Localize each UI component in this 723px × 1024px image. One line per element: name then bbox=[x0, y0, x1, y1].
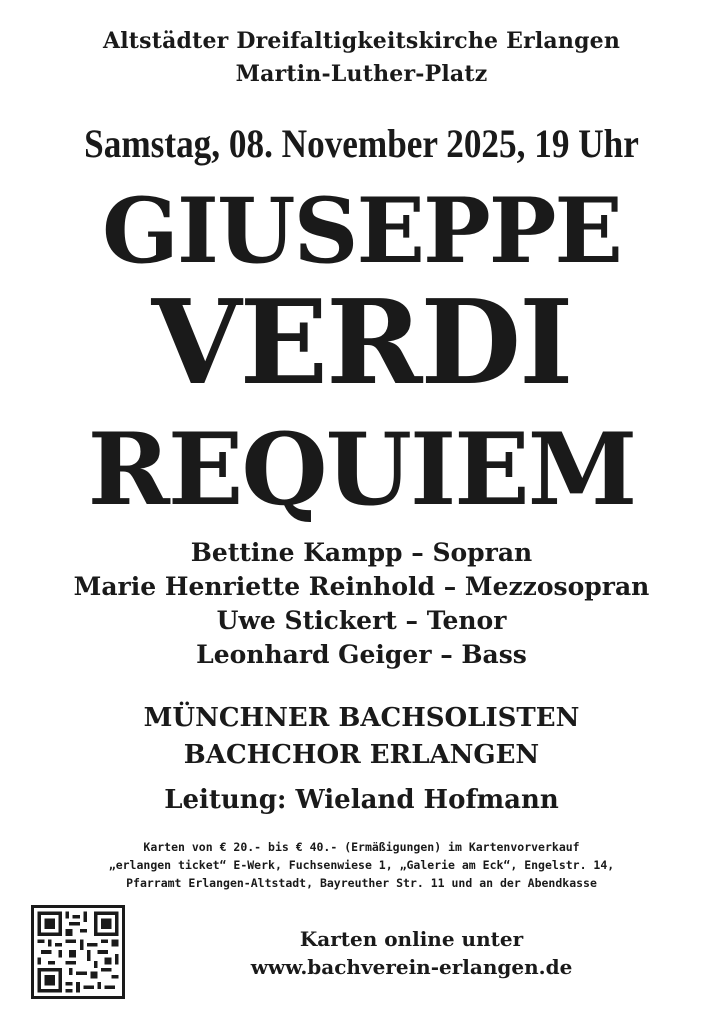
online-tickets-url[interactable]: www.bachverein-erlangen.de bbox=[250, 955, 573, 979]
soloist-tenor: Uwe Stickert – Tenor bbox=[216, 606, 507, 635]
title-composer-first: GIUSEPPE bbox=[102, 178, 621, 284]
ensemble-choir: BACHCHOR ERLANGEN bbox=[183, 740, 540, 770]
event-date: Samstag, 08. November 2025, 19 Uhr bbox=[84, 121, 639, 166]
online-tickets-label: Karten online unter bbox=[299, 927, 524, 951]
church-address: Martin-Luther-Platz bbox=[235, 61, 488, 87]
conductor: Leitung: Wieland Hofmann bbox=[164, 785, 559, 815]
qr-code-icon[interactable] bbox=[31, 905, 125, 999]
soloist-mezzo: Marie Henriette Reinhold – Mezzosopran bbox=[73, 572, 650, 601]
ticket-info-line2: „erlangen ticket“ E-Werk, Fuchsenwiese 1, „Galerie am Eck“, Engelstr. 14, bbox=[108, 858, 615, 872]
church-name: Altstädter Dreifaltigkeitskirche Erlangen bbox=[102, 28, 621, 54]
title-work: REQUIEM bbox=[87, 412, 636, 528]
soloist-bass: Leonhard Geiger – Bass bbox=[196, 640, 527, 669]
soloist-soprano: Bettine Kampp – Sopran bbox=[190, 538, 533, 567]
title-composer-last: VERDI bbox=[151, 275, 572, 411]
ensemble-orchestra: MÜNCHNER BACHSOLISTEN bbox=[143, 703, 580, 733]
ticket-info-line3: Pfarramt Erlangen-Altstadt, Bayreuther Str. 11 und an der Abendkasse bbox=[126, 876, 597, 890]
ticket-info-line1: Karten von € 20.- bis € 40.- (Ermäßigungen) im Kartenvorverkauf bbox=[143, 840, 580, 854]
